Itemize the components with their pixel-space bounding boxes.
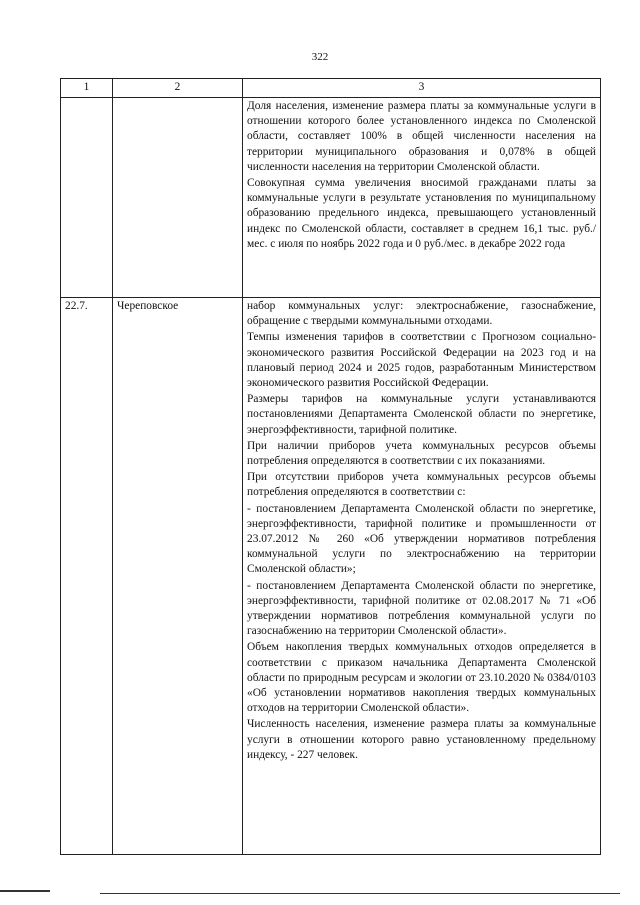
column-header-2: 2 xyxy=(113,79,243,98)
description-paragraph: Темпы изменения тарифов в соответствии с Прогнозом социально-экономического развития Российской Федерации на 2023 год и на плановый период 2024 и 2025 годов, разработанным Министерством экономического развития Российской Федерации. xyxy=(247,331,596,390)
municipal-utilities-table xyxy=(60,78,601,855)
description-paragraph: Совокупная сумма увеличения вносимой гражданами платы за коммунальные услуги в результате установления по муниципальному образованию предельного индекса, превышающего установленный индекс по Смоленской области, составляет в среднем 16,1 тыс. руб./мес. с июля по ноябрь 2022 года и 0 руб./мес. в декабре 2022 года xyxy=(247,177,596,250)
description-paragraph: Доля населения, изменение размера платы за коммунальные услуги в отношении которого более установленного индекса по Смоленской области, составляет 100% в общей численности населения на территории муниципального образования и 0,078% в общей численности населения на территории Смоленской области. xyxy=(247,100,596,173)
row-number-cell: 22.7. xyxy=(61,298,113,855)
scan-edge-mark xyxy=(0,890,50,898)
description-paragraph: набор коммунальных услуг: электроснабжение, газоснабжение, обращение с твердыми коммунальными отходами. xyxy=(247,300,596,328)
column-header-1: 1 xyxy=(61,79,113,98)
table-header-row xyxy=(61,79,601,98)
description-paragraph: Объем накопления твердых коммунальных отходов определяется в соответствии с приказом начальника Департамента Смоленской области по природным ресурсам и экологии от 23.10.2020 № 0384/0103 «Об установлении нормативов накопления твердых коммунальных отходов на территории Смоленской области». xyxy=(247,641,596,715)
description-paragraph: При отсутствии приборов учета коммунальных ресурсов объемы потребления определяются в соответствии с: xyxy=(247,471,596,499)
page-number: 322 xyxy=(311,51,329,63)
description-paragraph: Численность населения, изменение размера платы за коммунальные услуги в отношении которого равно установленному предельному индексу, - 227 человек. xyxy=(247,718,596,761)
description-paragraph: - постановлением Департамента Смоленской области по энергетике, энергоэффективности, тарифной политике от 02.08.2017 № 71 «Об утверждении нормативов потребления коммунальной услуги по газоснабжению на территории Смоленской области». xyxy=(247,579,596,638)
table-row xyxy=(61,298,601,855)
description-paragraph: Размеры тарифов на коммунальные услуги устанавливаются постановлениями Департамента Смоленской области по энергетике, энергоэффективности, тарифной политике. xyxy=(247,393,596,436)
table-row xyxy=(61,98,601,298)
footer-rule xyxy=(100,893,620,894)
description-cell xyxy=(243,298,601,855)
municipality-name-cell xyxy=(113,98,243,298)
description-cell xyxy=(243,98,601,298)
row-number-cell xyxy=(61,98,113,298)
municipality-name-cell: Череповское xyxy=(113,298,243,855)
description-paragraph: При наличии приборов учета коммунальных ресурсов объемы потребления определяются в соответствии с их показаниями. xyxy=(247,439,596,468)
description-paragraph: - постановлением Департамента Смоленской области по энергетике, энергоэффективности, тарифной политике и промышленности от 23.07.2012 № 260 «Об утверждении нормативов потребления коммунальной услуги по электроснабжению на территории Смоленской области»; xyxy=(247,502,596,576)
column-header-3: 3 xyxy=(243,79,601,98)
